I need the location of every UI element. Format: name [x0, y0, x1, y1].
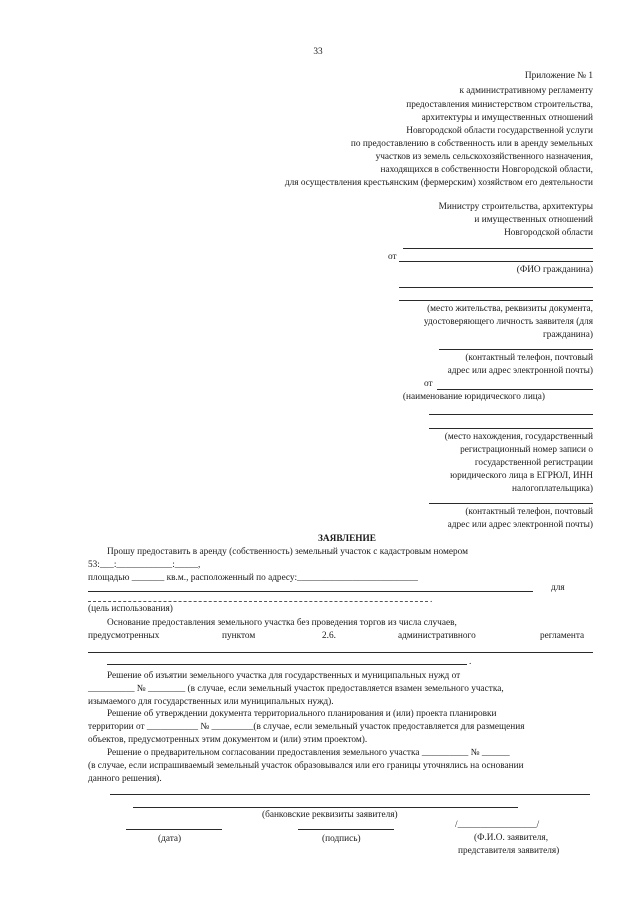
appendix-line: к административному регламенту	[459, 86, 593, 96]
basis-word: предусмотренных	[88, 631, 160, 641]
bank-caption: (банковские реквизиты заявителя)	[262, 810, 398, 820]
territory-line: Решение об утверждении документа территориального планирования и (или) проекта планировки	[107, 709, 497, 719]
cadastral-number: 53:___:____________:_____,	[88, 560, 201, 570]
basis-line: Основание предоставления земельного участка без проведения торгов из числа случаев,	[107, 618, 457, 628]
blank-line	[399, 300, 593, 301]
contact-caption: (контактный телефон, почтовый	[465, 507, 593, 517]
appendix-line: находящихся в собственности Новгородской области,	[380, 165, 593, 175]
blank-line	[88, 601, 428, 602]
appendix-title: Приложение № 1	[524, 71, 593, 81]
residence-caption: гражданина)	[542, 330, 593, 340]
blank-line	[429, 414, 593, 415]
blank-line	[429, 428, 593, 429]
period: .	[469, 657, 472, 667]
area-address-line: площадью _______ кв.м., расположенный по адресу:__________________________	[88, 573, 418, 583]
blank-line	[88, 652, 593, 653]
date-caption: (дата)	[158, 834, 182, 844]
territory-line: объектов, предусмотренных этим документом и (или) этим проектом).	[88, 735, 368, 745]
name-caption: (Ф.И.О. заявителя,	[474, 833, 549, 843]
bank-line	[133, 807, 518, 808]
territory-line: территории от ___________ № _________(в случае, если земельный участок предоставляется для размещения	[88, 722, 525, 732]
page-number: 33	[313, 47, 323, 57]
purpose-caption: (цель использования)	[88, 604, 173, 614]
prelim-line: данного решения).	[88, 774, 162, 784]
blank-line	[399, 287, 593, 288]
fio-caption: (ФИО гражданина)	[516, 265, 593, 275]
residence-caption: удостоверяющего личность заявителя (для	[423, 317, 593, 327]
appendix-line: для осуществления крестьянским (фермерским) хозяйством его деятельности	[284, 178, 593, 188]
seizure-line: изымаемого для государственных или муниципальных нужд).	[88, 697, 334, 707]
legal-location-caption: юридического лица в ЕГРЮЛ, ИНН	[450, 471, 593, 481]
residence-caption: (место жительства, реквизиты документа,	[427, 304, 593, 314]
basis-word: административного	[398, 631, 476, 641]
period: .	[430, 595, 433, 605]
statement-heading: ЗАЯВЛЕНИЕ	[318, 534, 376, 544]
contact-caption: адрес или адрес электронной почты)	[447, 520, 593, 530]
from-label: от	[388, 252, 397, 262]
appendix-line: участков из земель сельскохозяйственного назначения,	[375, 152, 593, 162]
basis-word: пунктом	[222, 631, 256, 641]
signature-caption: (подпись)	[322, 834, 361, 844]
name-line: /_________________/	[455, 820, 540, 830]
blank-line	[429, 503, 593, 504]
contact-caption: адрес или адрес электронной почты)	[447, 366, 593, 376]
prelim-line: Решение о предварительном согласовании предоставления земельного участка __________ № ______	[107, 748, 510, 758]
blank-line	[88, 591, 533, 592]
prelim-line: (в случае, если испрашиваемый земельный участок образовывался или его границы уточнялись на основании	[88, 761, 524, 771]
legal-location-caption: государственной регистрации	[474, 458, 593, 468]
legal-location-caption: регистрационный номер записи о	[460, 445, 593, 455]
seizure-line: Решение об изъятии земельного участка для государственных и муниципальных нужд от	[107, 671, 461, 681]
addressee-line: Новгородской области	[504, 228, 593, 238]
appendix-line: по предоставлению в собственность или в аренду земельных	[350, 139, 593, 149]
appendix-line: предоставления министерством строительства,	[406, 100, 593, 110]
addressee-line: Министру строительства, архитектуры	[438, 202, 593, 212]
seizure-line: __________ № ________ (в случае, если земельный участок предоставляется взамен земельного участка,	[88, 684, 504, 694]
from-label-2: от	[424, 379, 433, 389]
blank-line	[439, 349, 593, 350]
legal-name-caption: (наименование юридического лица)	[402, 392, 545, 402]
addressee-line: и имущественных отношений	[474, 215, 593, 225]
appendix-line: Новгородской области государственной услуги	[406, 126, 593, 136]
for-word: для	[551, 583, 565, 593]
basis-word: регламента	[540, 631, 585, 641]
blank-line	[110, 794, 590, 795]
date-line	[126, 829, 222, 830]
request-line: Прошу предоставить в аренду (собственность) земельный участок с кадастровым номером	[107, 547, 468, 557]
blank-line	[107, 664, 467, 665]
legal-name-line	[437, 389, 593, 390]
fio-line	[399, 261, 593, 262]
contact-caption: (контактный телефон, почтовый	[465, 353, 593, 363]
appendix-line: архитектуры и имущественных отношений	[421, 113, 593, 123]
legal-location-caption: (место нахождения, государственный	[444, 432, 593, 442]
basis-word: 2.6.	[322, 631, 336, 641]
legal-location-caption: налогоплательщика)	[511, 484, 593, 494]
blank-line	[403, 248, 593, 249]
name-caption: представителя заявителя)	[458, 846, 560, 856]
signature-line	[298, 829, 394, 830]
